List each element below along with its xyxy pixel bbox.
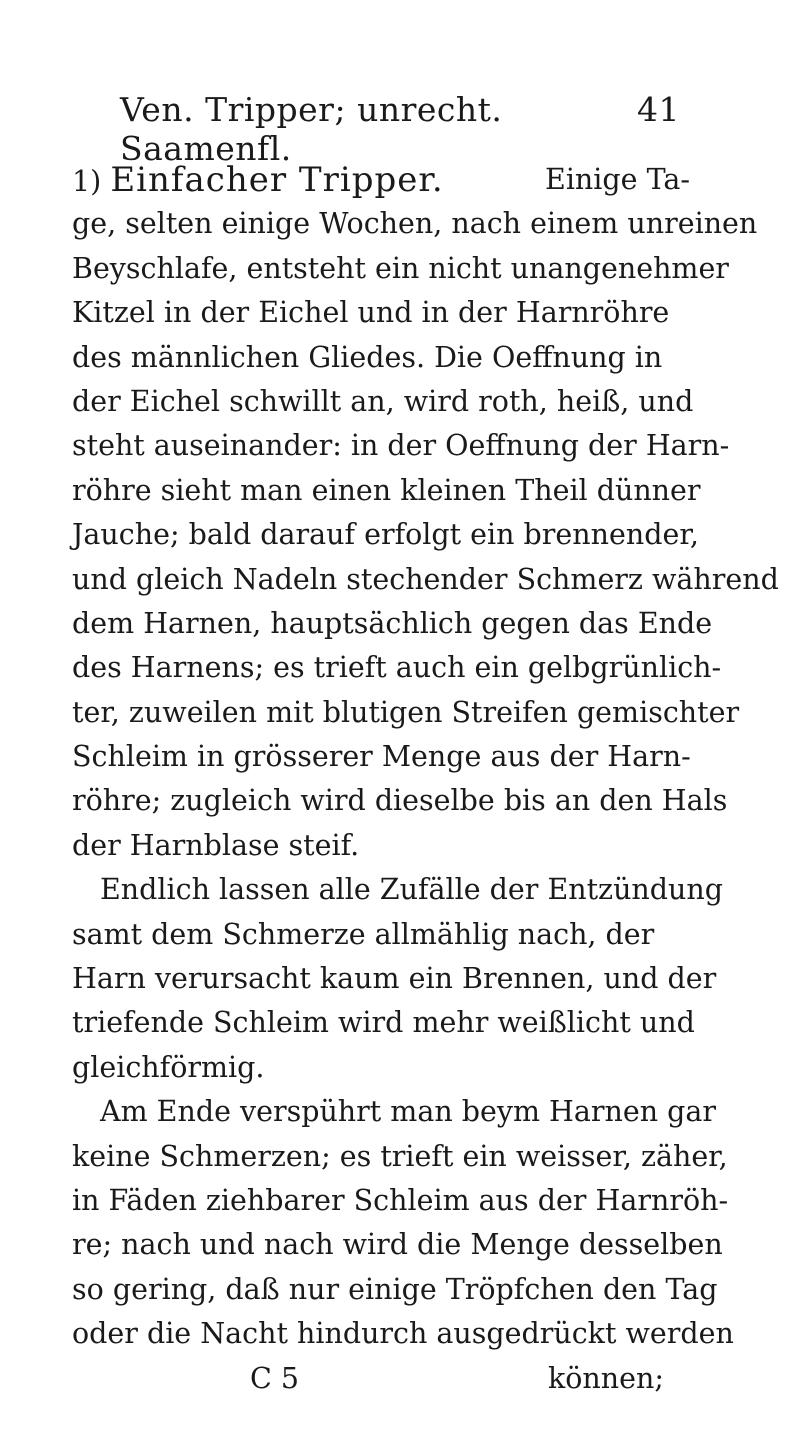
text-line-content: Endlich lassen alle Zufälle der Entzündung — [100, 873, 723, 907]
text-line — [72, 913, 690, 957]
text-line — [72, 602, 713, 646]
text-line-content: Beyschlafe, entsteht ein nicht unangenehmer — [72, 251, 729, 285]
text-line — [72, 646, 722, 690]
text-line — [72, 779, 728, 823]
body-text — [72, 158, 779, 1401]
text-line-content: röhre; zugleich wird dieselbe bis an den Hals — [72, 784, 728, 818]
text-line-content: ter, zuweilen mit blutigen Streifen gemischter — [72, 695, 740, 729]
text-line-content: samt dem Schmerze allmählig nach, der — [72, 917, 655, 951]
text-line — [72, 1268, 718, 1312]
text-line-content: so gering, daß nur einige Tröpfchen den Tag — [72, 1272, 718, 1306]
text-line-content: oder die Nacht hindurch ausgedrückt werden — [72, 1317, 734, 1351]
text-line-content: und gleich Nadeln stechender Schmerz während — [72, 562, 779, 596]
text-line-content: steht auseinander: in der Oeffnung der Harn- — [72, 429, 730, 463]
text-line — [72, 1090, 716, 1134]
running-title: Ven. Tripper; unrecht. Saamenfl. — [120, 90, 503, 168]
text-line-content: ge, selten einige Wochen, nach einem unreinen — [72, 207, 758, 241]
text-line-content: dem Harnen, hauptsächlich gegen das Ende — [72, 606, 713, 640]
text-line-content: des Harnens; es trieft auch ein gelbgrünlich- — [72, 651, 722, 685]
text-line-content: Einige Ta- — [545, 163, 690, 196]
text-line — [72, 513, 699, 557]
section-number: 1) — [72, 165, 102, 198]
text-line — [72, 1223, 723, 1267]
text-line-content: keine Schmerzen; es trieft ein weisser, zäher, — [72, 1139, 728, 1173]
text-line — [72, 336, 690, 380]
text-line — [72, 558, 779, 602]
text-line-content: Am Ende verspührt man beym Harnen gar — [100, 1095, 716, 1129]
text-line-content: gleichförmig. — [72, 1050, 265, 1084]
text-line — [72, 424, 730, 468]
text-line-content: des männlichen Gliedes. Die Oeffnung in — [72, 340, 663, 374]
text-line-content: triefende Schleim wird mehr weißlicht und — [72, 1006, 695, 1040]
running-head — [120, 90, 680, 168]
text-line — [72, 1135, 728, 1179]
text-line — [72, 735, 690, 779]
text-line — [72, 1001, 695, 1045]
text-line — [72, 1046, 690, 1090]
text-line — [72, 291, 690, 335]
catchword: können; — [548, 1361, 664, 1395]
text-line — [72, 158, 690, 202]
text-line-content: Harn verursacht kaum ein Brennen, und der — [72, 962, 717, 996]
text-line — [72, 469, 701, 513]
section-title: Einfacher Tripper. — [110, 160, 444, 200]
signature-mark: C 5 — [250, 1361, 299, 1395]
text-line-content: der Eichel schwillt an, wird roth, heiß, und — [72, 384, 694, 418]
text-line — [72, 1312, 734, 1356]
text-line — [72, 868, 723, 912]
text-line — [72, 691, 740, 735]
text-line — [72, 1179, 729, 1223]
page-footer — [72, 1357, 690, 1401]
page-number: 41 — [637, 90, 680, 129]
text-line-content: re; nach und nach wird die Menge desselben — [72, 1228, 723, 1262]
text-line — [72, 247, 729, 291]
text-line-content: röhre sieht man einen kleinen Theil dünner — [72, 473, 701, 507]
text-line — [72, 957, 717, 1001]
text-line-content: der Harnblase steif. — [72, 828, 360, 862]
text-line-content: Jauche; bald darauf erfolgt ein brennender, — [72, 518, 699, 552]
text-line — [72, 824, 690, 868]
text-line-content: in Fäden ziehbarer Schleim aus der Harnröh- — [72, 1183, 729, 1217]
text-line — [72, 380, 694, 424]
text-line — [72, 202, 758, 246]
text-line-content: Kitzel in der Eichel und in der Harnröhre — [72, 296, 670, 330]
text-line-content: Schleim in grösserer Menge aus der Harn- — [72, 740, 691, 774]
